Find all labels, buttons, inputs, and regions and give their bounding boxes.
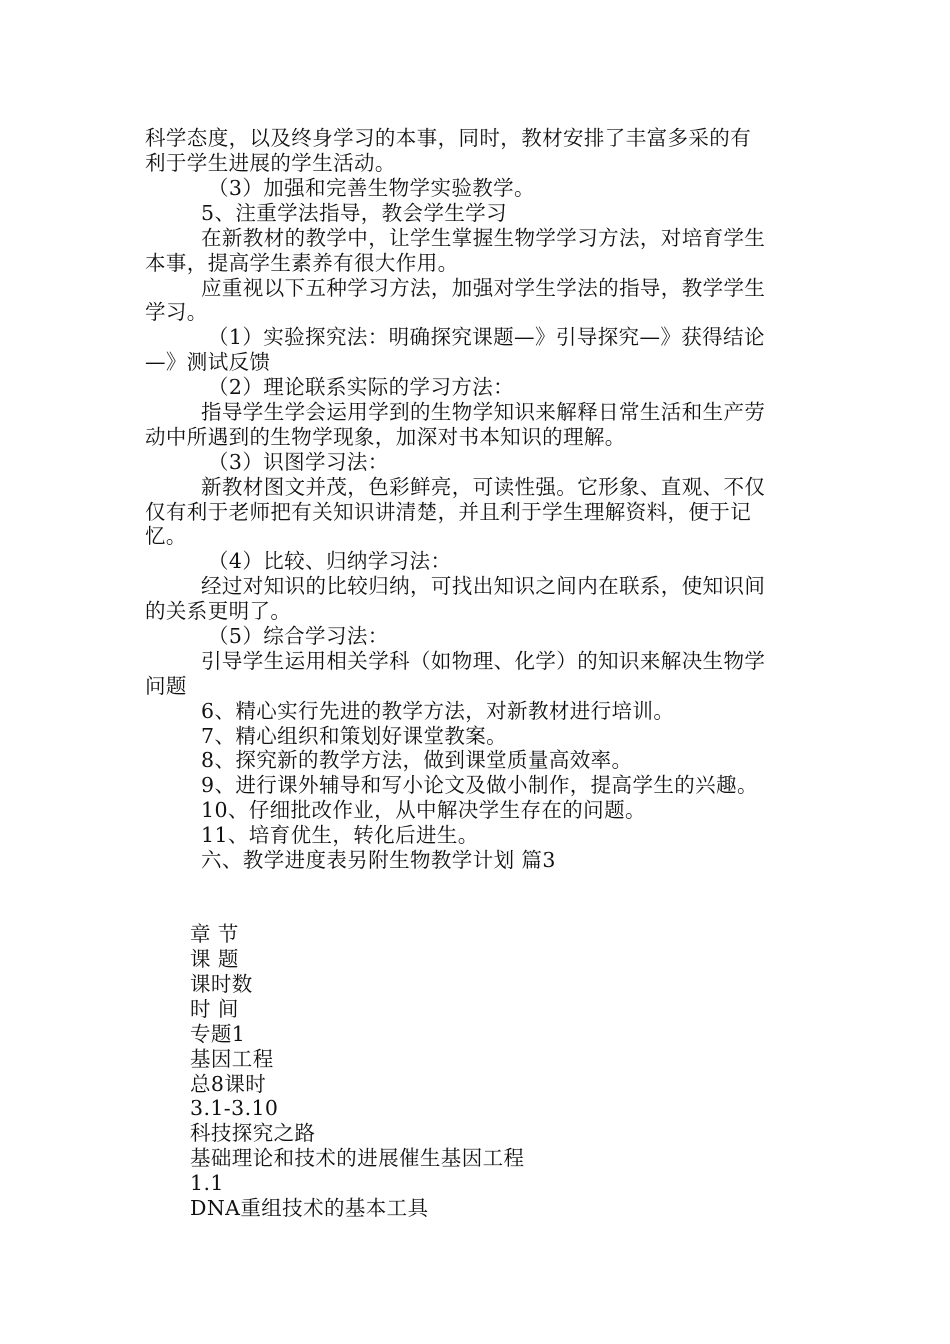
text-line: 11、培育优生，转化后进生。 bbox=[201, 823, 479, 847]
table-cell: 1.1 bbox=[190, 1171, 224, 1195]
text-line: 8、探究新的教学方法，做到课堂质量高效率。 bbox=[201, 748, 633, 772]
text-line: 经过对知识的比较归纳，可找出知识之间内在联系，使知识间 bbox=[201, 574, 766, 598]
section-heading: 六、教学进度表另附生物教学计划 篇3 bbox=[201, 848, 556, 872]
table-cell: 总8课时 bbox=[190, 1072, 267, 1096]
text-line: —》测试反馈 bbox=[145, 350, 271, 374]
text-line: 利于学生进展的学生活动。 bbox=[145, 151, 396, 175]
table-cell: 基因工程 bbox=[190, 1047, 274, 1071]
table-cell: 课 题 bbox=[190, 947, 239, 971]
text-line: （2）理论联系实际的学习方法： bbox=[208, 375, 515, 399]
text-line: （1）实验探究法：明确探究课题—》引导探究—》获得结论 bbox=[208, 325, 765, 349]
text-line: 学习。 bbox=[145, 300, 208, 324]
text-line: 6、精心实行先进的教学方法，对新教材进行培训。 bbox=[201, 699, 675, 723]
table-cell: 时 间 bbox=[190, 997, 239, 1021]
table-cell: 专题1 bbox=[190, 1022, 246, 1046]
text-line: 7、精心组织和策划好课堂教案。 bbox=[201, 724, 508, 748]
text-line: 问题 bbox=[145, 674, 187, 698]
table-cell: 科技探究之路 bbox=[190, 1121, 316, 1145]
table-cell: 章 节 bbox=[190, 922, 239, 946]
text-line: 本事，提高学生素养有很大作用。 bbox=[145, 251, 459, 275]
text-line: 忆。 bbox=[145, 524, 187, 548]
text-line: 动中所遇到的生物学现象，加深对书本知识的理解。 bbox=[145, 425, 626, 449]
text-line: 5、注重学法指导，教会学生学习 bbox=[201, 201, 508, 225]
text-line: 指导学生学会运用学到的生物学知识来解释日常生活和生产劳 bbox=[201, 400, 766, 424]
text-line: （3）识图学习法： bbox=[208, 450, 389, 474]
table-cell: 3.1-3.10 bbox=[190, 1096, 279, 1120]
text-line: 科学态度，以及终身学习的本事，同时，教材安排了丰富多采的有 bbox=[145, 126, 752, 150]
text-line: （5）综合学习法： bbox=[208, 624, 389, 648]
text-line: 仅有利于老师把有关知识讲清楚，并且利于学生理解资料，便于记 bbox=[145, 500, 752, 524]
text-line: 在新教材的教学中，让学生掌握生物学学习方法，对培育学生 bbox=[201, 226, 766, 250]
text-line: 10、仔细批改作业，从中解决学生存在的问题。 bbox=[201, 798, 646, 822]
text-line: （3）加强和完善生物学实验教学。 bbox=[208, 176, 535, 200]
text-line: 新教材图文并茂，色彩鲜亮，可读性强。它形象、直观、不仅 bbox=[201, 475, 766, 499]
text-line: 的关系更明了。 bbox=[145, 599, 292, 623]
text-line: （4）比较、归纳学习法： bbox=[208, 549, 452, 573]
text-line: 应重视以下五种学习方法，加强对学生学法的指导，教学学生 bbox=[201, 276, 766, 300]
table-cell: 基础理论和技术的进展催生基因工程 bbox=[190, 1146, 525, 1170]
table-cell: DNA重组技术的基本工具 bbox=[190, 1196, 429, 1220]
table-cell: 课时数 bbox=[190, 972, 253, 996]
text-line: 引导学生运用相关学科（如物理、化学）的知识来解决生物学 bbox=[201, 649, 766, 673]
text-line: 9、进行课外辅导和写小论文及做小制作，提高学生的兴趣。 bbox=[201, 773, 758, 797]
